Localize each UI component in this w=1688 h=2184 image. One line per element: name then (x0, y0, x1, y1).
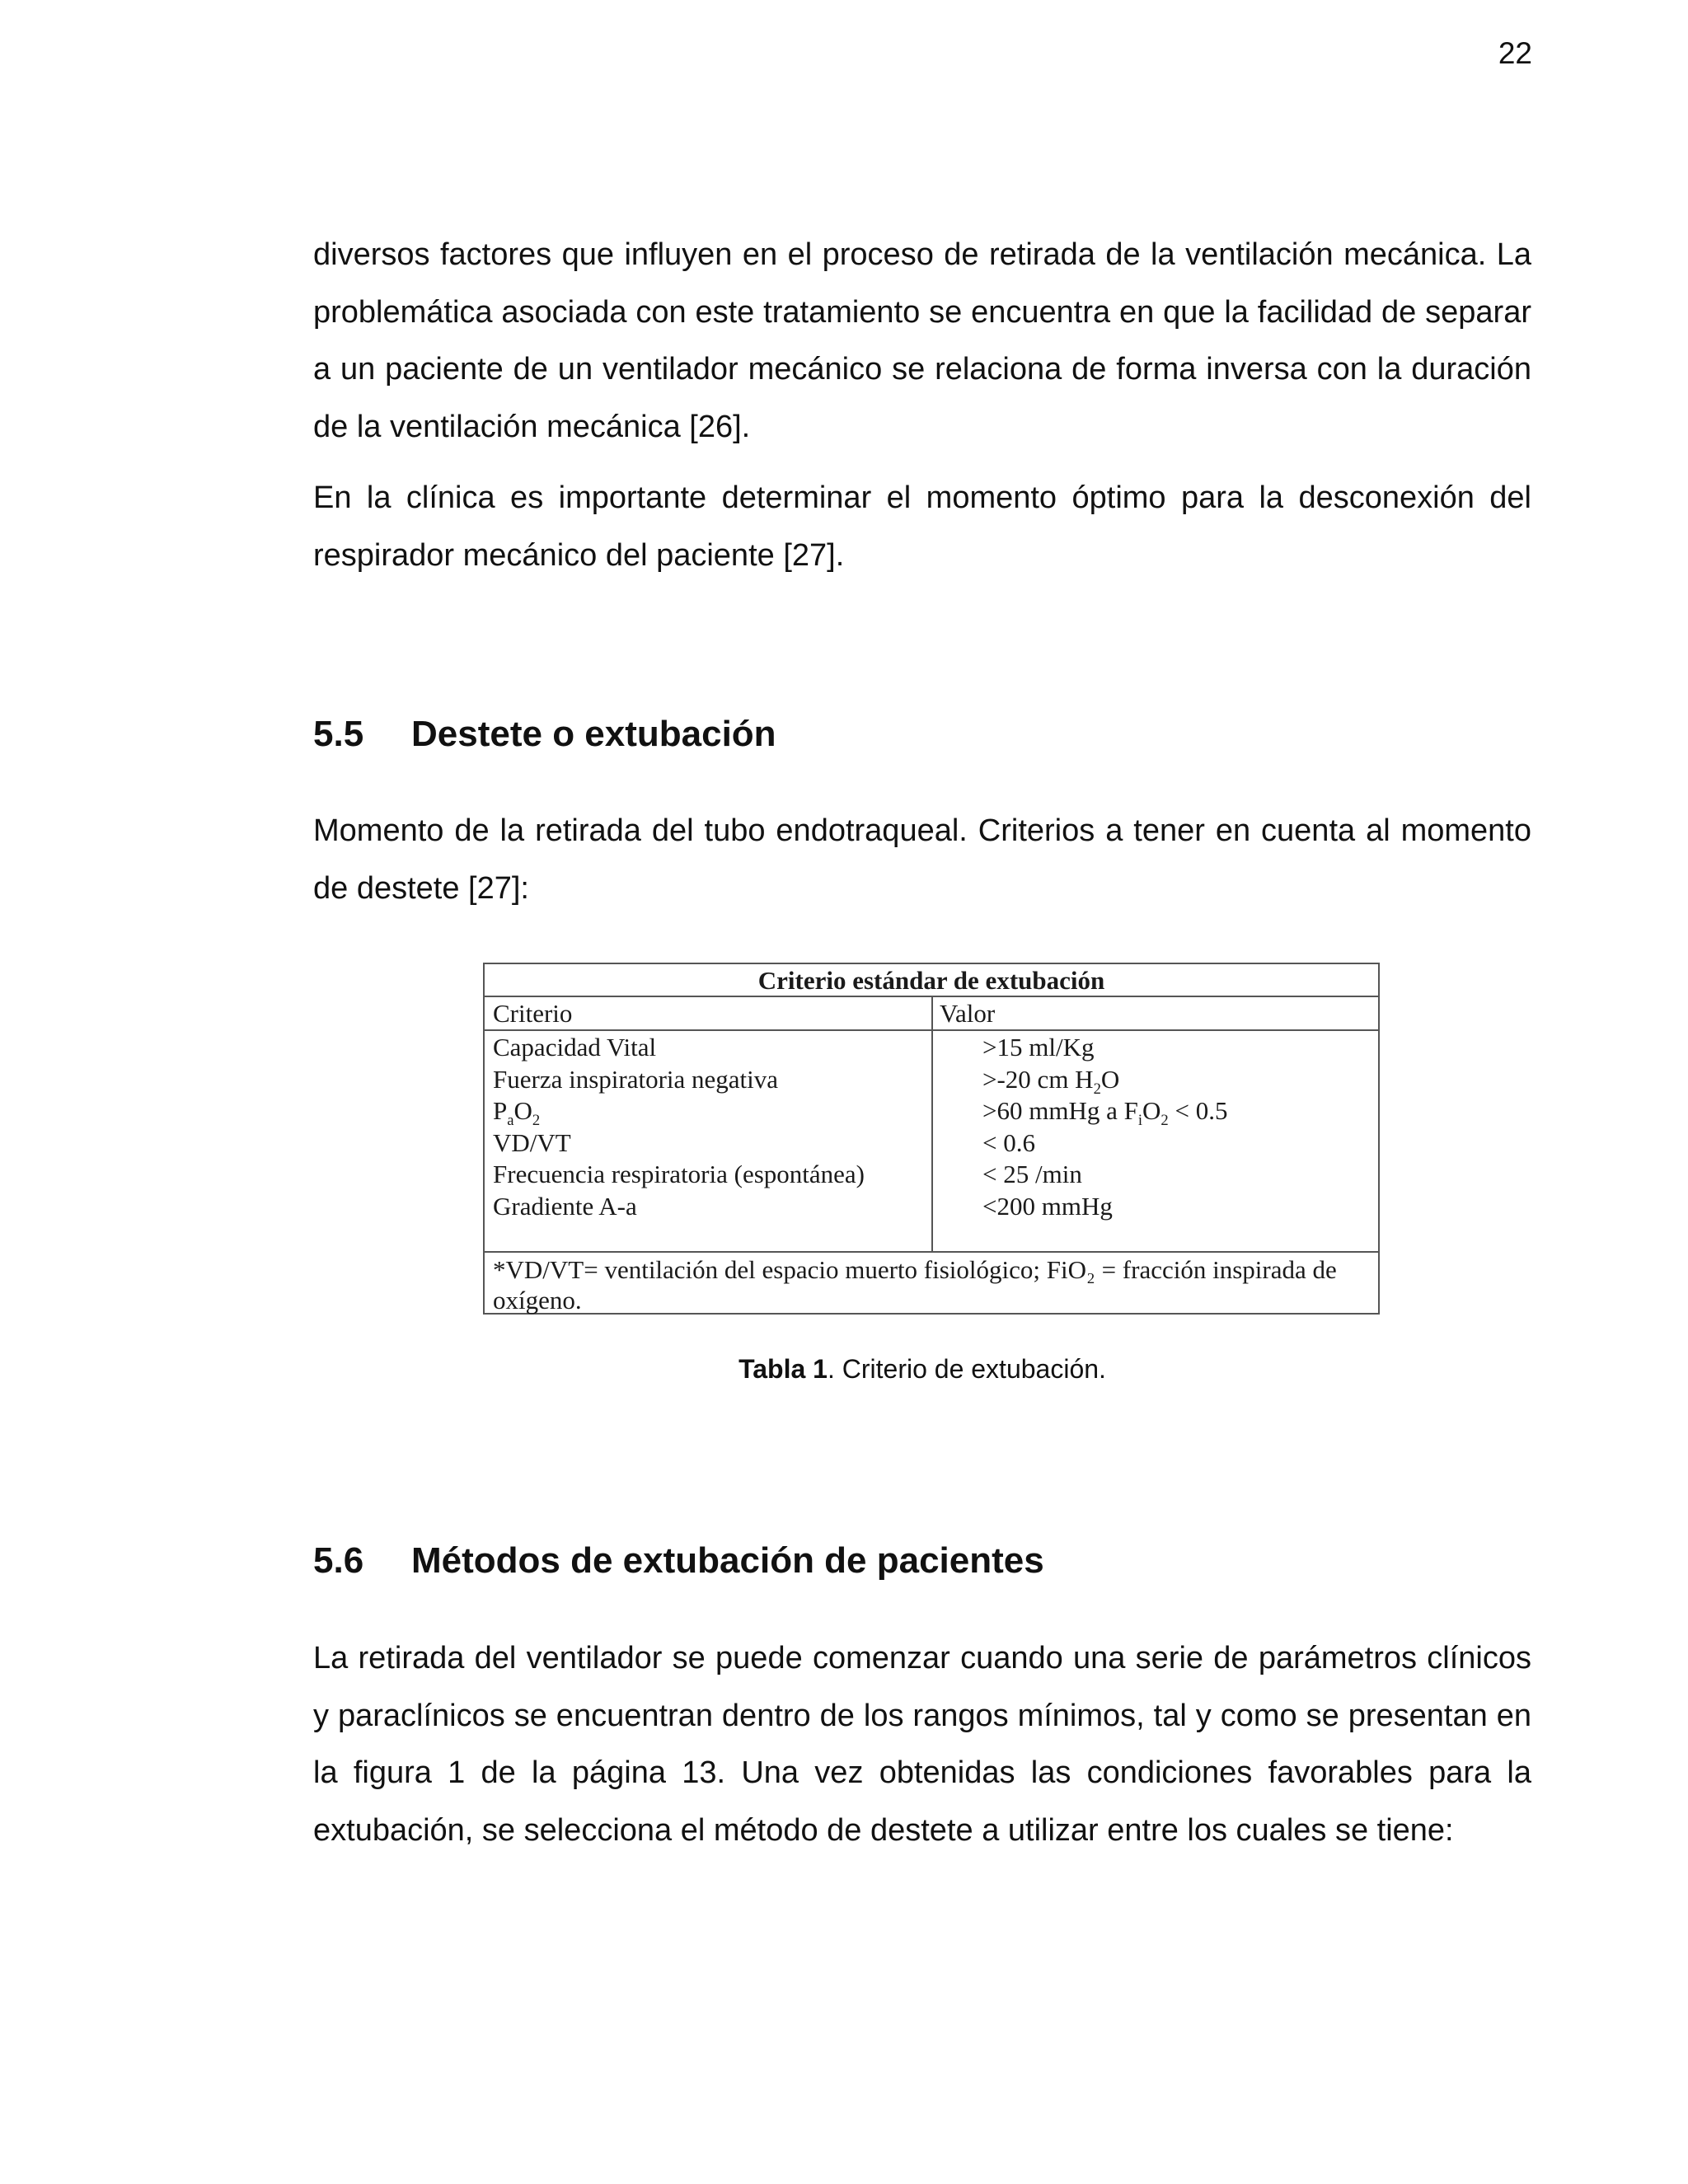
criterion-cell: Gradiente A-a (493, 1191, 637, 1221)
section-number: 5.6 (313, 1540, 364, 1581)
table-row (485, 1095, 1378, 1130)
value-cell: >15 ml/Kg (982, 1033, 1095, 1062)
caption-text: . Criterio de extubación. (827, 1354, 1106, 1384)
intro-paragraph-1: diversos factores que influyen en el proceso de retirada de la ventilación mecánica. La problemática asociada con este tratamiento se encuentra en que la facilidad de separar a un paciente de un ventilador mecánico se relaciona de forma inversa con la duración de la ventilación mecánica [26]. (313, 237, 1531, 444)
criteria-table (483, 963, 1380, 1315)
criterion-cell: $P_aO_2$ (493, 1096, 541, 1130)
section-heading-5-6 (313, 1540, 1044, 1581)
table-row (485, 1127, 1378, 1160)
criterion-cell: VD/VT (493, 1127, 571, 1157)
value-cell: < 25 /min (982, 1160, 1082, 1188)
page-number: 22 (1498, 36, 1532, 70)
criterion-cell: Fuerza inspiratoria negativa (493, 1064, 779, 1094)
table-title: Criterio estándar de extubación (485, 964, 1378, 997)
value-cell: >60 mmHg a $F_iO_2 < 0.5$ (982, 1096, 1228, 1130)
table-row (485, 1064, 1378, 1096)
section-5-5-paragraph: Momento de la retirada del tubo endotraqueal. Criterios a tener en cuenta al momento de destete [27]: (313, 813, 1531, 906)
table-caption (0, 1356, 1688, 1382)
table-header-criterio: Criterio (493, 999, 573, 1028)
section-heading-5-5 (313, 716, 776, 752)
intro-text (313, 227, 1531, 584)
table-header-valor: Valor (940, 999, 996, 1028)
caption-label: Tabla 1 (738, 1354, 828, 1384)
section-5-6-paragraph: La retirada del ventilador se puede comenzar cuando una serie de parámetros clínicos y paraclínicos se encuentran dentro de los rangos mínimos, tal y como se presentan en la figura 1 de la página 13. Una vez obtenidas las condiciones favorables para la extubación, se selecciona el método de destete a utilizar entre los cuales se tiene: (313, 1641, 1531, 1848)
section-number: 5.5 (313, 714, 364, 754)
table-row (485, 1191, 1378, 1223)
section-5-5-text (313, 803, 1531, 917)
table-footer-divider (485, 1251, 1378, 1253)
criterion-cell: Capacidad Vital (493, 1033, 657, 1062)
value-cell: <200 mmHg (982, 1191, 1113, 1221)
value-cell: < 0.6 (982, 1127, 1035, 1157)
table-body (485, 1032, 1378, 1222)
section-5-6-text (313, 1630, 1531, 1859)
value-cell: >-20 cm $H_2O$ (982, 1064, 1120, 1098)
intro-paragraph-2: En la clínica es importante determinar el momento óptimo para la desconexión del respirador mecánico del paciente [27]. (313, 480, 1531, 573)
table-header-divider (485, 1029, 1378, 1031)
section-title: Métodos de extubación de pacientes (411, 1540, 1044, 1581)
criterion-cell: Frecuencia respiratoria (espontánea) (493, 1160, 865, 1188)
table-row (485, 1032, 1378, 1064)
table-row (485, 1159, 1378, 1191)
section-title: Destete o extubación (411, 714, 776, 754)
table-footnote: *VD/VT= ventilación del espacio muerto fisiológico; FiO₂ = fracción inspirada de oxígeno. (493, 1255, 1337, 1315)
